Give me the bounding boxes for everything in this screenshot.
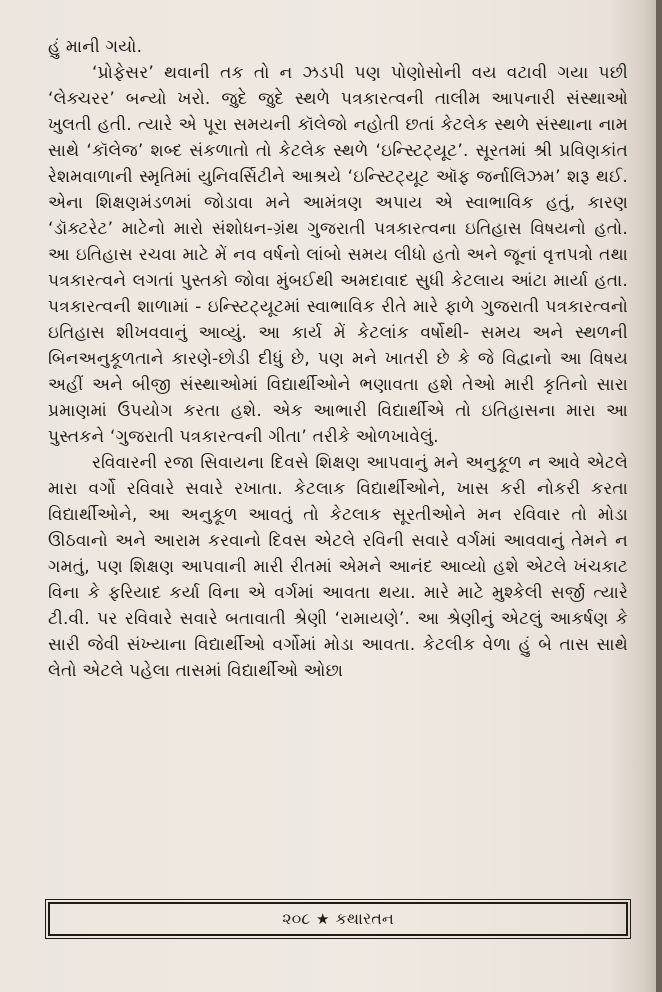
paragraph-2: ‘પ્રોફેસર’ થવાની તક તો ન ઝડપી પણ પોણોસોની વય વટાવી ગયા પછી ‘લેક્ચરર’ બન્યો ખરો. જુદે જુદે સ્થળે પત્રકારત્વની તાલીમ આપનારી સંસ્થાઓ ખુલતી હતી. ત્યારે એ પૂરા સમયની કૉલેજો નહોતી છતાં કેટલેક સ્થળે સંસ્થાના નામ સાથે ‘કૉલેજ’ શબ્દ સંકળાતો તો કેટલેક સ્થળે ‘ઇન્સ્ટિટ્યૂટ’. સૂરતમાં શ્રી પ્રવિણકાંત રેશમવાળાની સ્મૃતિમાં યુનિવર્સિટીને આશ્રયે ‘ઇન્સ્ટિટ્યૂટ ઑફ જર્નાલિઝમ’ શરૂ થઈ. એના શિક્ષણમંડળમાં જોડાવા મને આમંત્રણ અપાય એ સ્વાભાવિક હતું, કારણ ‘ડૉક્ટરેટ’ માટેનો મારો સંશોધન-ગ્રંથ ગુજરાતી પત્રકારત્વના ઇતિહાસ વિષયનો હતો. આ ઇતિહાસ રચવા માટે મેં નવ વર્ષનો લાંબો સમય લીધો હતો અને જૂનાં વૃત્તપત્રો તથા પત્રકારત્વને લગતાં પુસ્તકો જોવા મુંબઈથી અમદાવાદ સુધી કેટલાય આંટા માર્યા હતા. પત્રકારત્વની શાળામાં - ઇન્સ્ટિટ્યૂટમાં સ્વાભાવિક રીતે મારે ફાળે ગુજરાતી પત્રકારત્વનો ઇતિહાસ શીખવવાનું આવ્યું. આ કાર્ય મેં કેટલાંક વર્ષોથી- સમય અને સ્થળની બિનઅનુકૂળતાને કારણે-છોડી દીધું છે, પણ મને ખાતરી છે કે જે વિદ્વાનો આ વિષય અહીં અને બીજી સંસ્થાઓમાં વિદ્યાર્થીઓને ભણાવતા હશે તેઓ મારી કૃતિનો સારા પ્રમાણમાં ઉપયોગ કરતા હશે. એક આભારી વિદ્યાર્થીએ તો ઇતિહાસના મારા આ પુસ્તકને ‘ગુજરાતી પત્રકારત્વની ગીતા’ તરીકે ઓળખાવેલું. [48,63,628,447]
paragraph-3: રવિવારની રજા સિવાયના દિવસે શિક્ષણ આપવાનું મને અનુકૂળ ન આવે એટલે મારા વર્ગો રવિવારે સવારે રખાતા. કેટલાક વિદ્યાર્થીઓને, ખાસ કરી નોકરી કરતા વિદ્યાર્થીઓને, આ અનુકૂળ આવતું તો કેટલાક સૂરતીઓને મન રવિવાર તો મોડા ઊઠવાનો અને આરામ કરવાનો દિવસ એટલે રવિની સવારે વર્ગમાં આવવાનું તેમને ન ગમતું, પણ શિક્ષણ આપવાની મારી રીતમાં એમને આનંદ આવ્યો હશે એટલે ખંચકાટ વિના કે ફરિયાદ કર્યા વિના એ વર્ગમાં આવતા થયા. મારે માટે મુશ્કેલી સર્જી ત્યારે ટી.વી. પર રવિવારે સવારે બતાવાતી શ્રેણી ‘રામાયણે’. આ શ્રેણીનું એટલું આકર્ષણ કે સારી જેવી સંખ્યાના વિદ્યાર્થીઓ વર્ગોમાં મોડા આવતા. કેટલીક વેળા હું બે તાસ સાથે લેતો એટલે પહેલા તાસમાં વિદ્યાર્થીઓ ઓછા [48,453,628,681]
page-number: ૨૦૮ [282,909,311,928]
book-title: કથારતન [335,909,394,928]
body-text [48,34,628,684]
paragraph-1: હું માની ગયો. [48,37,143,57]
star-icon: ★ [316,910,330,928]
page-footer [48,902,628,936]
page-edge-shadow [656,0,662,992]
